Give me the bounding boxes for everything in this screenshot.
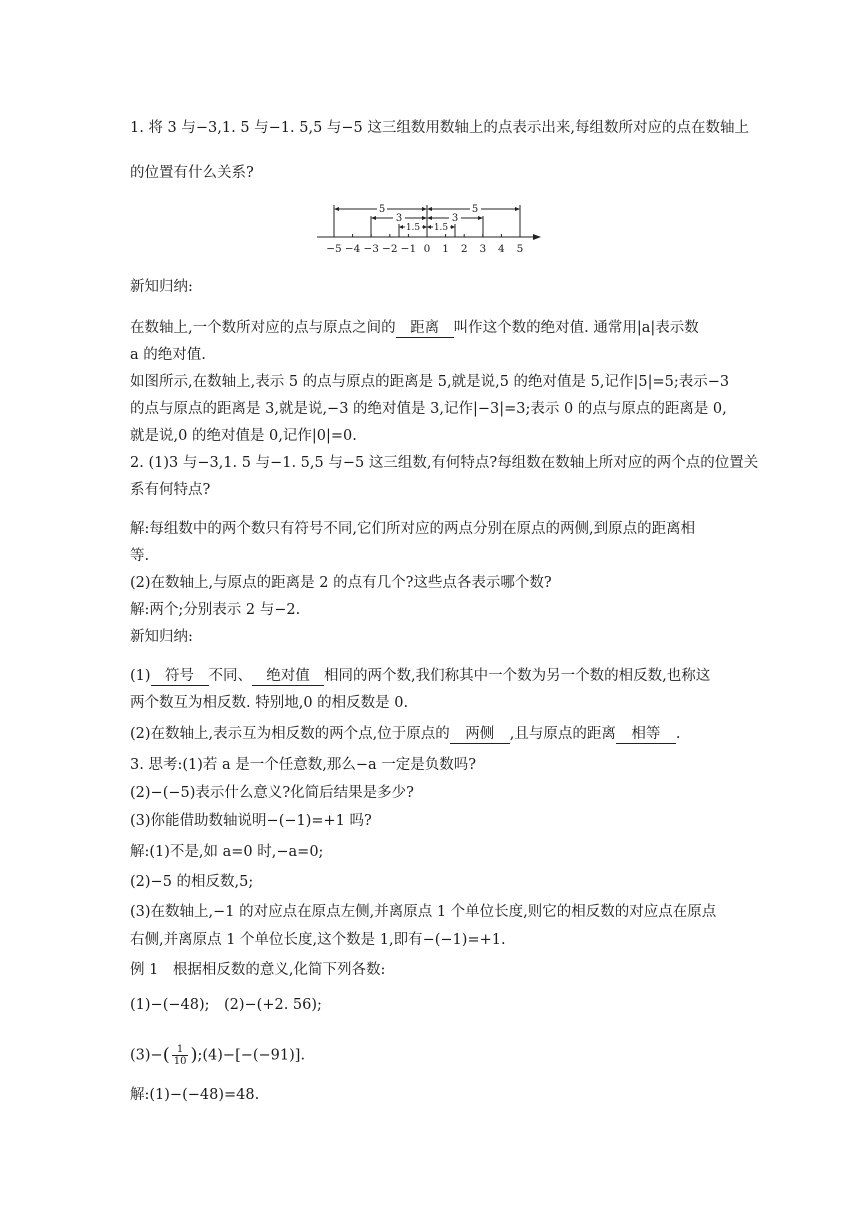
summary2-s2: (2)在数轴上,表示互为相反数的两个点,位于原点的 两侧 ,且与原点的距离 相等 . [130, 726, 681, 742]
blank-absolute-value: 绝对值 [252, 667, 324, 686]
tick-label: −1 [400, 243, 417, 255]
tick-label: 0 [423, 243, 431, 255]
example1-items-line1: (1)−(−48); (2)−(+2. 56); [130, 997, 322, 1013]
blank-both-sides: 两侧 [450, 725, 510, 744]
tick-label: −3 [363, 243, 379, 255]
summary1-p2-line1: 如图所示,在数轴上,表示 5 的点与原点的距离是 5,就是说,5 的绝对值是 5,记作|5|=5;表示−3 [130, 374, 730, 390]
blank-sign: 符号 [151, 667, 209, 686]
q1-line2: 的位置有什么关系? [130, 165, 254, 181]
q3-answer1: 解:(1)不是,如 a=0 时,−a=0; [130, 844, 324, 860]
tick-label: 2 [460, 243, 468, 255]
example1-title: 例 1 根据相反数的意义,化简下列各数: [130, 962, 386, 978]
example1-item3-line: (3)−( $\frac{1}{10}$ );(4)−[−(−91)]. [130, 1044, 306, 1067]
dist-label-5-left: 5 [378, 204, 386, 215]
q2-answer1-line1: 解:每组数中的两个数只有符号不同,它们所对应的两点分别在原点的两侧,到原点的距离相 [130, 521, 696, 537]
q3-answer2: (2)−5 的相反数,5; [130, 874, 254, 890]
q3-answer3-line2: 右侧,并离原点 1 个单位长度,这个数是 1,即有−(−1)=+1. [130, 932, 506, 948]
dist-label-3-right: 3 [451, 213, 459, 224]
q2-sub2: (2)在数轴上,与原点的距离是 2 的点有几个?这些点各表示哪个数? [130, 575, 552, 591]
summary1-p1-line1: 在数轴上,一个数所对应的点与原点之间的 距离 叫作这个数的绝对值. 通常用|a|表示数 [130, 320, 699, 336]
q2-answer1-line2: 等. [130, 548, 150, 564]
axis-arrow [533, 234, 541, 240]
summary1-p2-line3: 就是说,0 的绝对值是 0,记作|0|=0. [130, 428, 357, 444]
tick-label: 5 [516, 243, 524, 255]
q3-line3: (3)你能借助数轴说明−(−1)=+1 吗? [130, 813, 372, 829]
q2-answer2: 解:两个;分别表示 2 与−2. [130, 602, 301, 618]
example1-answer: 解:(1)−(−48)=48. [130, 1087, 260, 1103]
dist-label-3-left: 3 [395, 213, 403, 224]
q2-line2: 系有何特点? [130, 482, 211, 498]
tick-label: 4 [498, 243, 505, 255]
q2-line1: 2. (1)3 与−3,1. 5 与−1. 5,5 与−5 这三组数,有何特点?每组数在数轴上所对应的两个点的位置关 [130, 455, 759, 471]
blank-equal: 相等 [616, 725, 676, 744]
summary1-p1-line2: a 的绝对值. [130, 347, 206, 363]
summary1-heading: 新知归纳: [130, 279, 193, 295]
q1-line1: 1. 将 3 与−3,1. 5 与−1. 5,5 与−5 这三组数用数轴上的点表示出来,每组数所对应的点在数轴上 [130, 120, 750, 136]
tick-label: −4 [344, 243, 361, 255]
q3-line1: 3. 思考:(1)若 a 是一个任意数,那么−a 一定是负数吗? [130, 757, 477, 773]
tick-label: −5 [326, 243, 342, 255]
tick-label: 1 [442, 243, 449, 255]
fraction-one-tenth: $\frac{1}{10}$ [173, 1044, 187, 1067]
tick-label: 3 [479, 243, 487, 255]
summary2-s1-line1: (1) 符号 不同、 绝对值 相同的两个数,我们称其中一个数为另一个数的相反数,也称这 [130, 668, 711, 684]
summary1-p2-line2: 的点与原点的距离是 3,就是说,−3 的绝对值是 3,记作|−3|=3;表示 0 的点与原点的距离是 0, [130, 401, 727, 417]
blank-distance: 距离 [396, 319, 454, 338]
dist-label-5-right: 5 [471, 204, 479, 215]
dist-label-15-left: 1.5 [405, 223, 421, 233]
number-line-figure [315, 200, 545, 260]
tick-label: −2 [382, 243, 398, 255]
q3-line2: (2)−(−5)表示什么意义?化简后结果是多少? [130, 785, 414, 801]
q3-answer3-line1: (3)在数轴上,−1 的对应点在原点左侧,并离原点 1 个单位长度,则它的相反数的对应点在原点 [130, 904, 717, 920]
summary2-s1-line2: 两个数互为相反数. 特别地,0 的相反数是 0. [130, 695, 409, 711]
summary2-heading: 新知归纳: [130, 629, 193, 645]
dist-label-15-right: 1.5 [433, 223, 449, 233]
